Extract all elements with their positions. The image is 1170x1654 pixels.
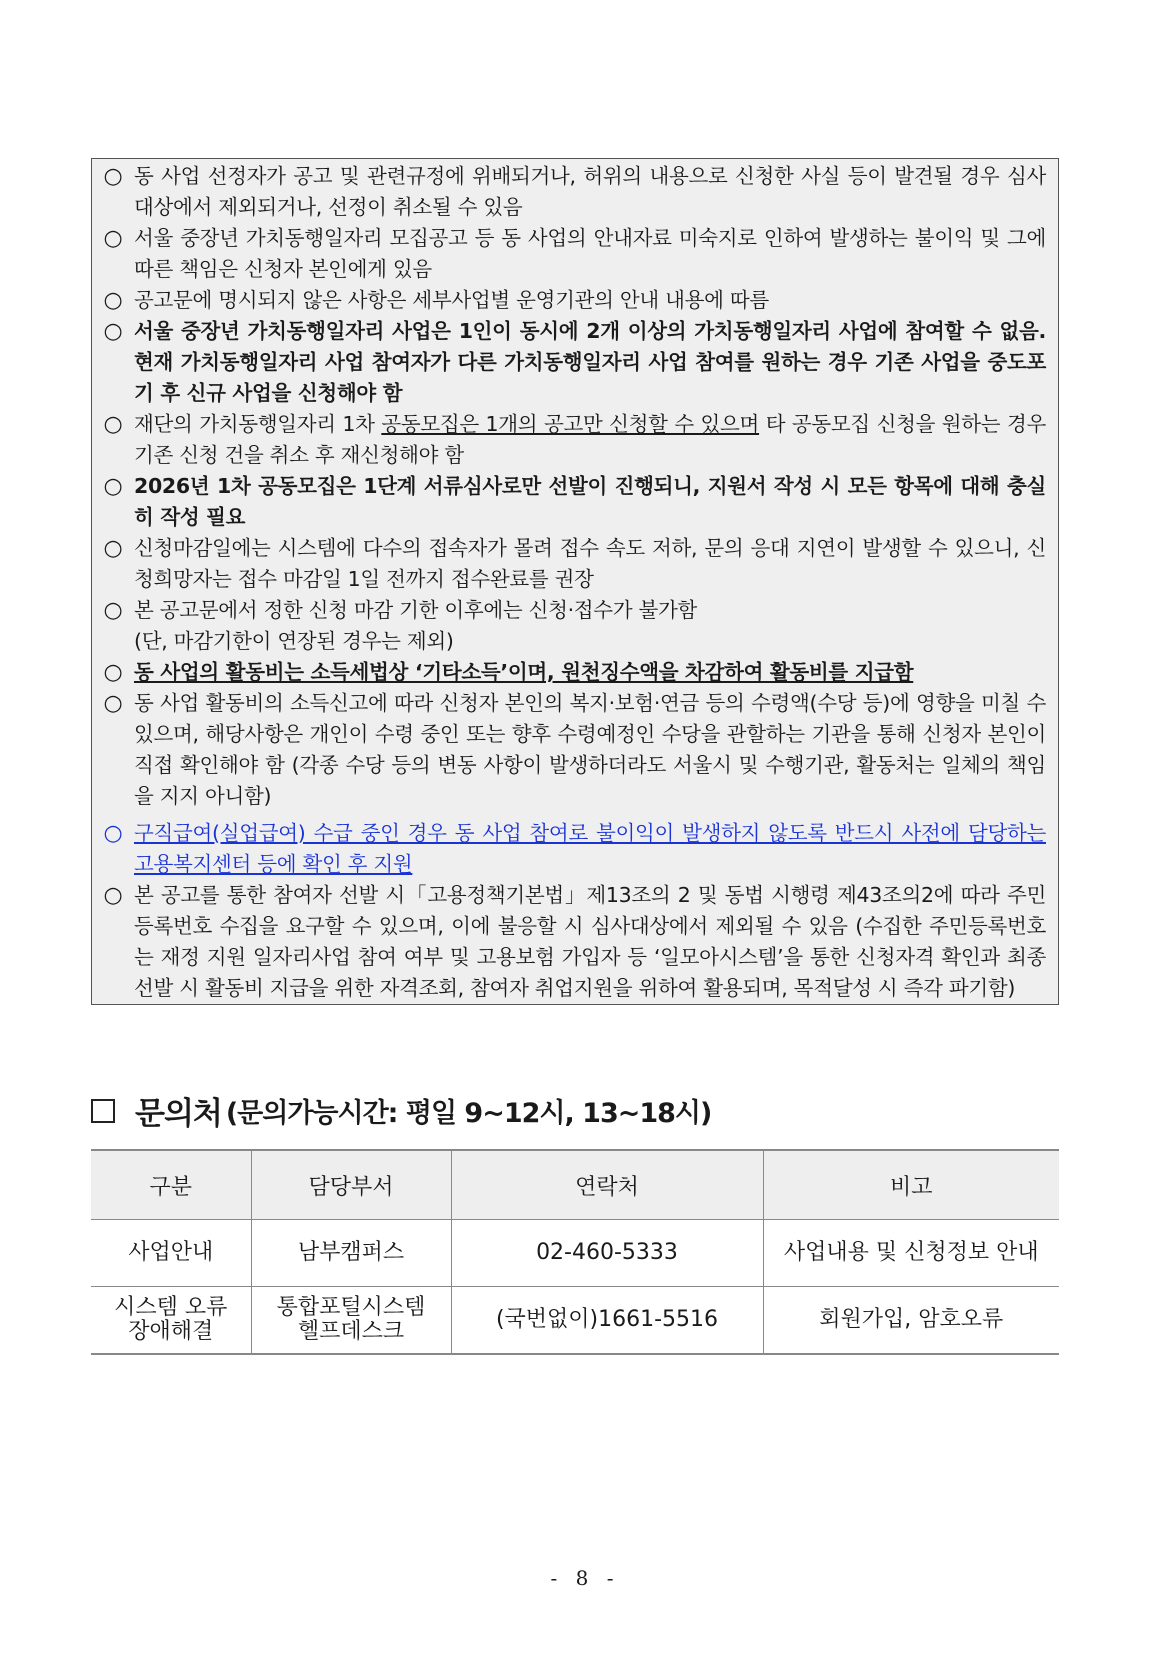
checkbox-square-icon	[91, 1099, 115, 1123]
notice-text: 재단의 가치동행일자리 1차 공동모집은 1개의 공고만 신청할 수 있으며 타 공동모집 신청을 원하는 경우 기존 신청 건을 취소 후 재신청해야 함	[134, 412, 1046, 467]
cell-category: 사업안내	[91, 1220, 251, 1287]
circle-bullet-icon: ○	[103, 164, 123, 189]
circle-bullet-icon: ○	[103, 319, 123, 344]
notice-item-bold	[92, 316, 1058, 409]
notice-text: 본 공고문에서 정한 신청 마감 기한 이후에는 신청·접수가 불가함 (단, 마감기한이 연장된 경우는 제외)	[134, 598, 698, 653]
cell-department: 남부캠퍼스	[251, 1220, 451, 1287]
notice-text: 동 사업의 활동비는 소득세법상 ‘기타소득’이며, 원천징수액을 차감하여 활동비를 지급함	[134, 660, 914, 684]
notice-item-bold	[92, 657, 1058, 688]
cell-department: 통합포털시스템 헬프데스크	[251, 1287, 451, 1355]
table-row	[91, 1220, 1059, 1287]
notice-text: 동 사업 활동비의 소득신고에 따라 신청자 본인의 복지·보험·연금 등의 수령액(수당 등)에 영향을 미칠 수 있으며, 해당사항은 개인이 수령 중인 또는 향후 수령예정인 수당을 관할하는 기관을 통해 신청자 본인이 직접 확인해야 함 (각종 수당 등의 변동 사항이 발생하더라도 서울시 및 수행기관, 활동처는 일체의 책임을 지지 아니함)	[134, 691, 1046, 808]
notice-text: 구직급여(실업급여) 수급 중인 경우 동 사업 참여로 불이익이 발생하지 않도록 반드시 사전에 담당하는 고용복지센터 등에 확인 후 지원	[134, 821, 1046, 876]
header-note: 비고	[763, 1150, 1059, 1220]
cell-note: 사업내용 및 신청정보 안내	[763, 1220, 1059, 1287]
circle-bullet-icon: ○	[103, 883, 123, 908]
page-number: - 8 -	[550, 1566, 620, 1590]
notice-text: 동 사업 선정자가 공고 및 관련규정에 위배되거나, 허위의 내용으로 신청한 사실 등이 발견될 경우 심사대상에서 제외되거나, 선정이 취소될 수 있음	[134, 164, 1046, 219]
circle-bullet-icon: ○	[103, 288, 123, 313]
notice-text: 공고문에 명시되지 않은 사항은 세부사업별 운영기관의 안내 내용에 따름	[134, 288, 769, 312]
notice-item	[92, 880, 1058, 1004]
cell-category: 시스템 오류 장애해결	[91, 1287, 251, 1355]
contact-section-title	[91, 1088, 711, 1133]
contact-table	[91, 1149, 1059, 1355]
notice-item	[92, 409, 1058, 471]
circle-bullet-icon: ○	[103, 412, 123, 437]
notice-text: 본 공고를 통한 참여자 선발 시「고용정책기본법」제13조의 2 및 동법 시행령 제43조의2에 따라 주민등록번호 수집을 요구할 수 있으며, 이에 불응할 시 심사대상에서 제외될 수 있음 (수집한 주민등록번호는 재정 지원 일자리사업 참여 여부 및 고용보험 가입자 등 ‘일모아시스템’을 통한 신청자격 확인과 최종선발 시 활동비 지급을 위한 자격조회, 참여자 취업지원을 위하여 활용되며, 목적달성 시 즉각 파기함)	[134, 883, 1046, 1000]
cell-phone: (국번없이)1661-5516	[451, 1287, 763, 1355]
circle-bullet-icon: ○	[103, 821, 123, 846]
header-category: 구분	[91, 1150, 251, 1220]
circle-bullet-icon: ○	[103, 598, 123, 623]
notice-item	[92, 223, 1058, 285]
circle-bullet-icon: ○	[103, 474, 123, 499]
notice-item-bold	[92, 471, 1058, 533]
notice-box	[91, 158, 1059, 1005]
header-department: 담당부서	[251, 1150, 451, 1220]
underlined-text: 공동모집은 1개의 공고만 신청할 수 있으며	[381, 412, 760, 436]
circle-bullet-icon: ○	[103, 691, 123, 716]
notice-item	[92, 533, 1058, 595]
cell-phone: 02-460-5333	[451, 1220, 763, 1287]
header-phone: 연락처	[451, 1150, 763, 1220]
contact-subtitle: (문의가능시간: 평일 9~12시, 13~18시)	[225, 1098, 712, 1129]
notice-text: 서울 중장년 가치동행일자리 모집공고 등 동 사업의 안내자료 미숙지로 인하여 발생하는 불이익 및 그에 따른 책임은 신청자 본인에게 있음	[134, 226, 1046, 281]
notice-text: 2026년 1차 공동모집은 1단계 서류심사로만 선발이 진행되니, 지원서 작성 시 모든 항목에 대해 충실히 작성 필요	[134, 474, 1046, 529]
table-header-row	[91, 1150, 1059, 1220]
table-row	[91, 1287, 1059, 1355]
notice-item	[92, 688, 1058, 812]
cell-note: 회원가입, 암호오류	[763, 1287, 1059, 1355]
notice-item	[92, 285, 1058, 316]
notice-text: 서울 중장년 가치동행일자리 사업은 1인이 동시에 2개 이상의 가치동행일자리 사업에 참여할 수 없음. 현재 가치동행일자리 사업 참여자가 다른 가치동행일자리 사업 참여를 원하는 경우 기존 사업을 중도포기 후 신규 사업을 신청해야 함	[134, 319, 1046, 405]
circle-bullet-icon: ○	[103, 660, 123, 685]
circle-bullet-icon: ○	[103, 226, 123, 251]
notice-item	[92, 595, 1058, 657]
notice-item-highlight	[92, 818, 1058, 880]
notice-item	[92, 161, 1058, 223]
contact-title: 문의처	[135, 1096, 222, 1132]
notice-text: 신청마감일에는 시스템에 다수의 접속자가 몰려 접수 속도 저하, 문의 응대 지연이 발생할 수 있으니, 신청희망자는 접수 마감일 1일 전까지 접수완료를 권장	[134, 536, 1046, 591]
circle-bullet-icon: ○	[103, 536, 123, 561]
